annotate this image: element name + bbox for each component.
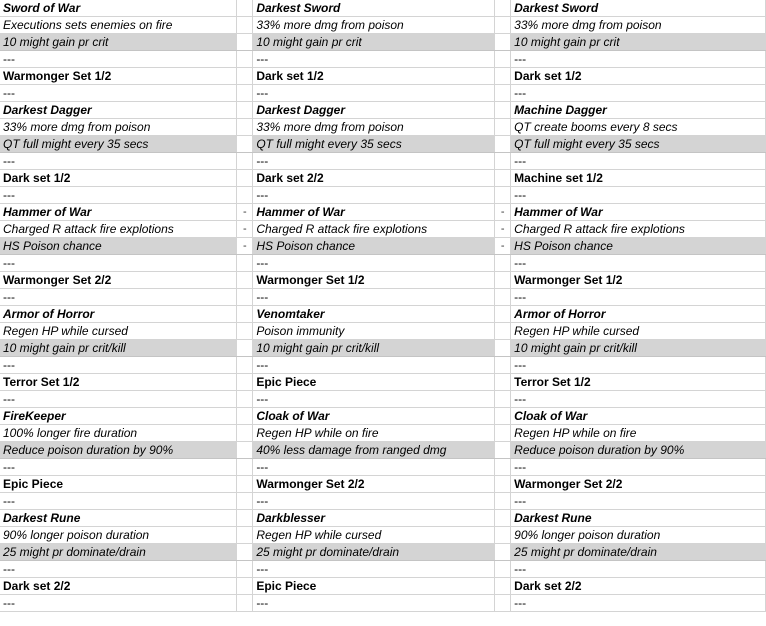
sheet-row-desc bbox=[0, 221, 766, 238]
sheet-row-set bbox=[0, 578, 766, 595]
spacer-cell[interactable] bbox=[237, 153, 253, 170]
sheet-row-set bbox=[0, 170, 766, 187]
spacer-cell[interactable] bbox=[237, 119, 253, 136]
sheet-cell-desc[interactable]: 33% more dmg from poison bbox=[511, 17, 766, 34]
sheet-cell-desc[interactable]: Executions sets enemies on fire bbox=[0, 17, 237, 34]
sheet-row-dash bbox=[0, 595, 766, 612]
sheet-cell-dash[interactable]: --- bbox=[253, 51, 495, 68]
spacer-cell[interactable] bbox=[495, 357, 511, 374]
spacer-cell[interactable] bbox=[495, 561, 511, 578]
sheet-cell-dash[interactable]: --- bbox=[253, 187, 495, 204]
spacer-cell[interactable] bbox=[495, 0, 511, 17]
spacer-cell[interactable] bbox=[237, 578, 253, 595]
spacer-cell[interactable] bbox=[237, 476, 253, 493]
spacer-cell[interactable] bbox=[495, 408, 511, 425]
sheet-cell-title[interactable]: Darkest Sword bbox=[253, 0, 495, 17]
sheet-cell-desc[interactable]: Regen HP while cursed bbox=[0, 323, 237, 340]
spacer-cell[interactable] bbox=[495, 527, 511, 544]
sheet-cell-dash[interactable]: --- bbox=[0, 153, 237, 170]
sheet-row-title bbox=[0, 204, 766, 221]
sheet-cell-title[interactable]: Sword of War bbox=[0, 0, 237, 17]
sheet-cell-dash[interactable]: --- bbox=[253, 85, 495, 102]
sheet-cell-dash[interactable]: --- bbox=[0, 391, 237, 408]
sheet-row-dash bbox=[0, 561, 766, 578]
sheet-cell-title[interactable]: Darkest Dagger bbox=[0, 102, 237, 119]
sheet-cell-title[interactable]: Cloak of War bbox=[253, 408, 495, 425]
sheet-cell-shade[interactable]: HS Poison chance bbox=[511, 238, 766, 255]
sheet-cell-dash[interactable]: --- bbox=[0, 255, 237, 272]
sheet-row-shade bbox=[0, 340, 766, 357]
spacer-cell[interactable] bbox=[495, 187, 511, 204]
sheet-cell-title[interactable]: Hammer of War bbox=[0, 204, 237, 221]
sheet-cell-shade[interactable]: Reduce poison duration by 90% bbox=[511, 442, 766, 459]
sheet-cell-title[interactable]: Darkest Rune bbox=[511, 510, 766, 527]
spacer-cell[interactable] bbox=[495, 425, 511, 442]
sheet-cell-desc[interactable]: Poison immunity bbox=[253, 323, 495, 340]
spacer-cell[interactable] bbox=[237, 187, 253, 204]
spacer-cell[interactable] bbox=[495, 323, 511, 340]
sheet-cell-set[interactable]: Dark set 2/2 bbox=[0, 578, 237, 595]
spacer-cell[interactable] bbox=[237, 17, 253, 34]
sheet-cell-desc[interactable]: Regen HP while on fire bbox=[511, 425, 766, 442]
sheet-cell-title[interactable]: Hammer of War bbox=[253, 204, 495, 221]
sheet-row-set bbox=[0, 476, 766, 493]
spacer-cell[interactable] bbox=[495, 17, 511, 34]
sheet-row-dash bbox=[0, 391, 766, 408]
sheet-cell-dash[interactable]: --- bbox=[0, 561, 237, 578]
sheet-row-title bbox=[0, 510, 766, 527]
sheet-cell-title[interactable]: Armor of Horror bbox=[511, 306, 766, 323]
sheet-cell-desc[interactable]: 33% more dmg from poison bbox=[0, 119, 237, 136]
sheet-row-dash bbox=[0, 187, 766, 204]
spacer-cell[interactable] bbox=[237, 102, 253, 119]
spacer-cell[interactable] bbox=[495, 374, 511, 391]
sheet-cell-dash[interactable]: --- bbox=[511, 153, 766, 170]
sheet-row-desc bbox=[0, 425, 766, 442]
sheet-cell-dash[interactable]: --- bbox=[253, 255, 495, 272]
sheet-cell-desc[interactable]: Charged R attack fire explotions bbox=[511, 221, 766, 238]
sheet-cell-set[interactable]: Epic Piece bbox=[253, 374, 495, 391]
sheet-cell-shade[interactable]: QT full might every 35 secs bbox=[253, 136, 495, 153]
spacer-cell[interactable] bbox=[237, 255, 253, 272]
sheet-cell-title[interactable]: Hammer of War bbox=[511, 204, 766, 221]
sheet-cell-shade[interactable]: 10 might gain pr crit/kill bbox=[511, 340, 766, 357]
spacer-cell[interactable]: - bbox=[495, 221, 511, 238]
spacer-cell[interactable] bbox=[495, 68, 511, 85]
sheet-cell-title[interactable]: Darkblesser bbox=[253, 510, 495, 527]
sheet-row-dash bbox=[0, 459, 766, 476]
sheet-cell-set[interactable]: Dark set 1/2 bbox=[511, 68, 766, 85]
spacer-cell[interactable] bbox=[237, 272, 253, 289]
sheet-cell-desc[interactable]: 33% more dmg from poison bbox=[253, 119, 495, 136]
spacer-cell[interactable] bbox=[495, 510, 511, 527]
spacer-cell[interactable] bbox=[495, 153, 511, 170]
spacer-cell[interactable] bbox=[237, 34, 253, 51]
spacer-cell[interactable] bbox=[495, 34, 511, 51]
sheet-cell-desc[interactable]: 90% longer poison duration bbox=[511, 527, 766, 544]
spacer-cell[interactable] bbox=[237, 0, 253, 17]
sheet-cell-shade[interactable]: 10 might gain pr crit bbox=[511, 34, 766, 51]
spacer-cell[interactable] bbox=[237, 493, 253, 510]
spacer-cell[interactable] bbox=[495, 289, 511, 306]
spacer-cell[interactable] bbox=[495, 595, 511, 612]
sheet-cell-set[interactable]: Dark set 1/2 bbox=[253, 68, 495, 85]
spacer-cell[interactable] bbox=[495, 136, 511, 153]
sheet-row-shade bbox=[0, 442, 766, 459]
spacer-cell[interactable] bbox=[237, 136, 253, 153]
sheet-cell-desc[interactable]: 33% more dmg from poison bbox=[253, 17, 495, 34]
sheet-cell-desc[interactable]: Regen HP while cursed bbox=[511, 323, 766, 340]
sheet-row-desc bbox=[0, 527, 766, 544]
spacer-cell[interactable] bbox=[495, 493, 511, 510]
spacer-cell[interactable] bbox=[495, 85, 511, 102]
sheet-cell-title[interactable]: FireKeeper bbox=[0, 408, 237, 425]
sheet-cell-dash[interactable]: --- bbox=[511, 51, 766, 68]
spacer-cell[interactable] bbox=[495, 476, 511, 493]
spacer-cell[interactable] bbox=[237, 323, 253, 340]
sheet-cell-title[interactable]: Armor of Horror bbox=[0, 306, 237, 323]
sheet-row-set bbox=[0, 374, 766, 391]
sheet-cell-desc[interactable]: Regen HP while cursed bbox=[253, 527, 495, 544]
sheet-cell-title[interactable]: Venomtaker bbox=[253, 306, 495, 323]
spacer-cell[interactable] bbox=[237, 595, 253, 612]
sheet-cell-dash[interactable]: --- bbox=[0, 493, 237, 510]
spacer-cell[interactable]: - bbox=[237, 204, 253, 221]
spacer-cell[interactable] bbox=[237, 340, 253, 357]
sheet-row-desc bbox=[0, 119, 766, 136]
sheet-row-set bbox=[0, 272, 766, 289]
sheet-cell-dash[interactable]: --- bbox=[253, 153, 495, 170]
sheet-cell-dash[interactable]: --- bbox=[0, 51, 237, 68]
spacer-cell[interactable] bbox=[237, 374, 253, 391]
sheet-cell-set[interactable]: Epic Piece bbox=[0, 476, 237, 493]
spacer-cell[interactable] bbox=[237, 459, 253, 476]
spacer-cell[interactable] bbox=[237, 561, 253, 578]
sheet-cell-dash[interactable]: --- bbox=[511, 187, 766, 204]
spacer-cell[interactable] bbox=[495, 255, 511, 272]
sheet-row-dash bbox=[0, 51, 766, 68]
sheet-cell-dash[interactable]: --- bbox=[511, 357, 766, 374]
spacer-cell[interactable] bbox=[495, 544, 511, 561]
spacer-cell[interactable] bbox=[495, 119, 511, 136]
sheet-row-title bbox=[0, 306, 766, 323]
sheet-cell-dash[interactable]: --- bbox=[0, 289, 237, 306]
spacer-cell[interactable]: - bbox=[237, 221, 253, 238]
sheet-cell-shade[interactable]: QT full might every 35 secs bbox=[511, 136, 766, 153]
sheet-cell-dash[interactable]: --- bbox=[0, 187, 237, 204]
sheet-cell-title[interactable]: Darkest Sword bbox=[511, 0, 766, 17]
sheet-cell-dash[interactable]: --- bbox=[253, 493, 495, 510]
sheet-cell-dash[interactable]: --- bbox=[0, 459, 237, 476]
sheet-row-desc bbox=[0, 17, 766, 34]
spacer-cell[interactable] bbox=[237, 442, 253, 459]
sheet-cell-title[interactable]: Darkest Rune bbox=[0, 510, 237, 527]
sheet-cell-desc[interactable]: 100% longer fire duration bbox=[0, 425, 237, 442]
spacer-cell[interactable] bbox=[237, 357, 253, 374]
sheet-cell-dash[interactable]: --- bbox=[0, 85, 237, 102]
sheet-cell-dash[interactable]: --- bbox=[511, 595, 766, 612]
sheet-cell-shade[interactable]: 10 might gain pr crit/kill bbox=[253, 340, 495, 357]
sheet-cell-shade[interactable]: 10 might gain pr crit bbox=[0, 34, 237, 51]
sheet-cell-desc[interactable]: Charged R attack fire explotions bbox=[253, 221, 495, 238]
spacer-cell[interactable]: - bbox=[495, 238, 511, 255]
sheet-cell-dash[interactable]: --- bbox=[253, 357, 495, 374]
sheet-cell-dash[interactable]: --- bbox=[511, 493, 766, 510]
sheet-cell-set[interactable]: Warmonger Set 1/2 bbox=[0, 68, 237, 85]
sheet-row-dash bbox=[0, 493, 766, 510]
spacer-cell[interactable] bbox=[237, 425, 253, 442]
sheet-row-set bbox=[0, 68, 766, 85]
sheet-cell-shade[interactable]: 40% less damage from ranged dmg bbox=[253, 442, 495, 459]
sheet-cell-desc[interactable]: Charged R attack fire explotions bbox=[0, 221, 237, 238]
spacer-cell[interactable] bbox=[495, 459, 511, 476]
spacer-cell[interactable] bbox=[237, 306, 253, 323]
spacer-cell[interactable] bbox=[237, 408, 253, 425]
spacer-cell[interactable] bbox=[237, 51, 253, 68]
sheet-row-title bbox=[0, 408, 766, 425]
sheet-cell-shade[interactable]: QT full might every 35 secs bbox=[0, 136, 237, 153]
sheet-cell-dash[interactable]: --- bbox=[253, 289, 495, 306]
sheet-cell-set[interactable]: Warmonger Set 1/2 bbox=[511, 272, 766, 289]
spacer-cell[interactable] bbox=[495, 272, 511, 289]
spacer-cell[interactable] bbox=[495, 578, 511, 595]
sheet-row-dash bbox=[0, 357, 766, 374]
spacer-cell[interactable] bbox=[495, 170, 511, 187]
sheet-cell-shade[interactable]: HS Poison chance bbox=[253, 238, 495, 255]
spacer-cell[interactable] bbox=[495, 340, 511, 357]
sheet-cell-dash[interactable]: --- bbox=[511, 391, 766, 408]
sheet-cell-set[interactable]: Terror Set 1/2 bbox=[0, 374, 237, 391]
sheet-cell-dash[interactable]: --- bbox=[511, 459, 766, 476]
sheet-cell-desc[interactable]: Regen HP while on fire bbox=[253, 425, 495, 442]
sheet-cell-shade[interactable]: 10 might gain pr crit bbox=[253, 34, 495, 51]
sheet-cell-title[interactable]: Darkest Dagger bbox=[253, 102, 495, 119]
spacer-cell[interactable] bbox=[495, 306, 511, 323]
sheet-cell-set[interactable]: Dark set 2/2 bbox=[511, 578, 766, 595]
spacer-cell[interactable] bbox=[495, 442, 511, 459]
sheet-cell-title[interactable]: Cloak of War bbox=[511, 408, 766, 425]
spacer-cell[interactable]: - bbox=[495, 204, 511, 221]
sheet-row-desc bbox=[0, 323, 766, 340]
spacer-cell[interactable] bbox=[237, 289, 253, 306]
sheet-cell-dash[interactable]: --- bbox=[253, 561, 495, 578]
spacer-cell[interactable] bbox=[237, 527, 253, 544]
sheet-cell-shade[interactable]: 10 might gain pr crit/kill bbox=[0, 340, 237, 357]
spacer-cell[interactable] bbox=[237, 85, 253, 102]
spacer-cell[interactable] bbox=[495, 391, 511, 408]
sheet-row-dash bbox=[0, 153, 766, 170]
sheet-cell-set[interactable]: Warmonger Set 2/2 bbox=[0, 272, 237, 289]
sheet-row-dash bbox=[0, 85, 766, 102]
sheet-cell-shade[interactable]: 25 might pr dominate/drain bbox=[511, 544, 766, 561]
sheet-cell-desc[interactable]: QT create booms every 8 secs bbox=[511, 119, 766, 136]
sheet-cell-dash[interactable]: --- bbox=[253, 595, 495, 612]
sheet-cell-set[interactable]: Epic Piece bbox=[253, 578, 495, 595]
sheet-cell-desc[interactable]: 90% longer poison duration bbox=[0, 527, 237, 544]
sheet-cell-set[interactable]: Warmonger Set 2/2 bbox=[511, 476, 766, 493]
spacer-cell[interactable] bbox=[237, 391, 253, 408]
sheet-cell-shade[interactable]: HS Poison chance bbox=[0, 238, 237, 255]
sheet-cell-dash[interactable]: --- bbox=[0, 357, 237, 374]
sheet-row-dash bbox=[0, 289, 766, 306]
sheet-row-shade bbox=[0, 544, 766, 561]
sheet-cell-dash[interactable]: --- bbox=[511, 289, 766, 306]
sheet-cell-dash[interactable]: --- bbox=[253, 391, 495, 408]
spacer-cell[interactable] bbox=[237, 544, 253, 561]
spacer-cell[interactable] bbox=[495, 102, 511, 119]
sheet-row-shade bbox=[0, 34, 766, 51]
sheet-cell-set[interactable]: Terror Set 1/2 bbox=[511, 374, 766, 391]
sheet-cell-dash[interactable]: --- bbox=[253, 459, 495, 476]
sheet-cell-dash[interactable]: --- bbox=[511, 255, 766, 272]
spacer-cell[interactable] bbox=[495, 51, 511, 68]
sheet-row-shade bbox=[0, 136, 766, 153]
sheet-cell-set[interactable]: Machine set 1/2 bbox=[511, 170, 766, 187]
sheet-cell-set[interactable]: Dark set 2/2 bbox=[253, 170, 495, 187]
sheet-row-title bbox=[0, 0, 766, 17]
sheet-cell-dash[interactable]: --- bbox=[511, 561, 766, 578]
sheet-cell-dash[interactable]: --- bbox=[511, 85, 766, 102]
sheet-cell-dash[interactable]: --- bbox=[0, 595, 237, 612]
sheet-cell-set[interactable]: Warmonger Set 1/2 bbox=[253, 272, 495, 289]
sheet-cell-shade[interactable]: 25 might pr dominate/drain bbox=[253, 544, 495, 561]
spacer-cell[interactable] bbox=[237, 170, 253, 187]
sheet-cell-shade[interactable]: Reduce poison duration by 90% bbox=[0, 442, 237, 459]
spacer-cell[interactable] bbox=[237, 510, 253, 527]
spacer-cell[interactable] bbox=[237, 68, 253, 85]
sheet-cell-title[interactable]: Machine Dagger bbox=[511, 102, 766, 119]
sheet-cell-set[interactable]: Warmonger Set 2/2 bbox=[253, 476, 495, 493]
sheet-row-dash bbox=[0, 255, 766, 272]
sheet-row-title bbox=[0, 102, 766, 119]
spacer-cell[interactable]: - bbox=[237, 238, 253, 255]
sheet-cell-set[interactable]: Dark set 1/2 bbox=[0, 170, 237, 187]
sheet-cell-shade[interactable]: 25 might pr dominate/drain bbox=[0, 544, 237, 561]
sheet-row-shade bbox=[0, 238, 766, 255]
